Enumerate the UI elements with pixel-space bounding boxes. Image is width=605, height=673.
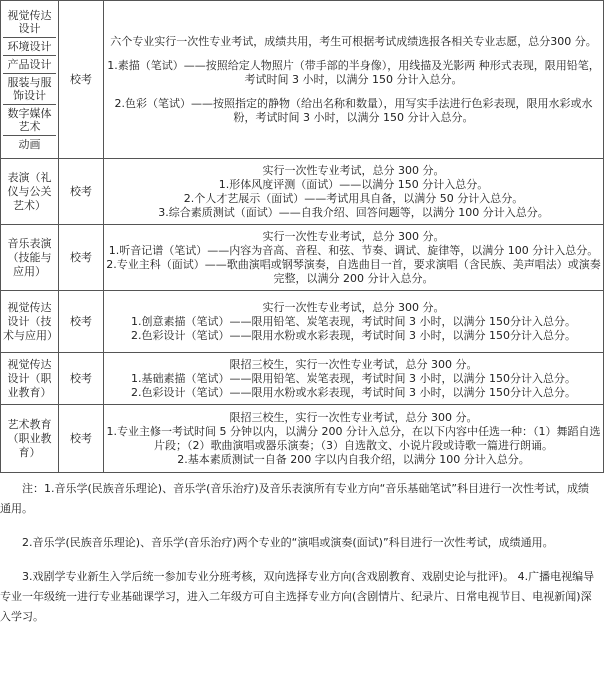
major-name: 艺术教育（职业教育） <box>1 405 59 473</box>
table-row <box>1 405 604 473</box>
exam-content <box>104 1 604 159</box>
exam-line: 2.色彩（笔试）——按照指定的静物（给出名称和数量），用写实手法进行色彩表现，限用水彩或水粉，考试时间 3 小时，以满分 150 分计入总分。 <box>114 96 593 124</box>
exam-line: 2.基本素质测试一自备 200 字以内自我介绍，以满分 100 分计入总分。 <box>177 452 530 466</box>
major-name: 服装与服饰设计 <box>3 74 56 105</box>
exam-line: 1.创意素描（笔试）——限用铅笔、炭笔表现，考试时间 3 小时，以满分 150分计入总分。 <box>131 314 576 328</box>
major-name: 环境设计 <box>3 38 56 56</box>
major-name: 视觉传达设计（技术与应用） <box>1 291 59 353</box>
exam-line: 实行一次性专业考试，总分 300 分。 <box>262 163 445 177</box>
note-paragraph: 注：1.音乐学(民族音乐理论)、音乐学(音乐治疗)及音乐表演所有专业方向“音乐基础笔试”科目进行一次性考试，成绩通用。 <box>0 482 590 515</box>
major-cell <box>1 1 59 159</box>
exam-line: 1.素描（笔试）——按照给定人物照片（带手部的半身像），用线描及光影两 种形式表现，限用铅笔，考试时间 3 小时，以满分 150 分计入总分。 <box>107 58 600 86</box>
notes-section <box>0 479 600 641</box>
major-name: 音乐表演（技能与应用） <box>1 225 59 291</box>
table-row <box>1 1 604 159</box>
exam-content <box>104 353 604 405</box>
exam-content <box>104 225 604 291</box>
exam-line: 限招三校生，实行一次性专业考试，总分 300 分。 <box>229 357 478 371</box>
note-paragraph: 3.戏剧学专业新生入学后统一参加专业分班考核，双向选择专业方向(含戏剧教育、戏剧史论与批评)。 4.广播电视编导专业一年级统一进行专业基础课学习，进入二年级方可自主选择专业方向(含剧情片、纪录片、日常电视节目、电视新闻)深入学习。 <box>0 570 595 623</box>
exam-method: 校考 <box>59 353 104 405</box>
exam-line: 2.色彩设计（笔试）——限用水粉或水彩表现，考试时间 3 小时，以满分 150分计入总分。 <box>131 328 576 342</box>
major-name: 视觉传达设计（职业教育） <box>1 353 59 405</box>
exam-line: 3.综合素质测试（面试）——自我介绍、回答问题等，以满分 100 分计入总分。 <box>158 205 549 219</box>
exam-method: 校考 <box>59 159 104 225</box>
exam-line: 实行一次性专业考试，总分 300 分。 <box>262 300 445 314</box>
exam-line: 1.专业主修一考试时间 5 分钟以内，以满分 200 分计入总分，在以下内容中任选一种：（1）舞蹈自选片段；（2）歌曲演唱或器乐演奏；（3）自选散文、小说片段或诗歌一篇进行朗诵。 <box>106 424 601 452</box>
table-row <box>1 353 604 405</box>
major-name: 视觉传达设计 <box>3 7 56 38</box>
exam-method: 校考 <box>59 291 104 353</box>
exam-line: 1.基础素描（笔试）——限用铅笔、炭笔表现，考试时间 3 小时，以满分 150分计入总分。 <box>131 371 576 385</box>
table-row <box>1 225 604 291</box>
exam-line: 2.色彩设计（笔试）——限用水粉或水彩表现，考试时间 3 小时，以满分 150分计入总分。 <box>131 385 576 399</box>
major-name: 数字媒体艺术 <box>3 105 56 136</box>
exam-content <box>104 291 604 353</box>
exam-method: 校考 <box>59 225 104 291</box>
note-paragraph: 2.音乐学(民族音乐理论)、音乐学(音乐治疗)两个专业的“演唱或演奏(面试)”科目进行一次性考试，成绩通用。 <box>22 536 554 549</box>
exam-line: 1.听音记谱（笔试）——内容为音高、音程、和弦、节奏、调试、旋律等，以满分 100 分计入总分。 2.专业主科（面试）——歌曲演唱或钢琴演奏，自选曲目一首，要求演唱（含民族、美声唱法）或演奏完整，以满分 200 分计入总分。 <box>106 243 601 285</box>
exam-line: 2.个人才艺展示（面试）——考试用具自备，以满分 50 分计入总分。 <box>183 191 524 205</box>
exam-content <box>104 159 604 225</box>
exam-content <box>104 405 604 473</box>
major-name: 动画 <box>18 137 41 151</box>
exam-method: 校考 <box>59 405 104 473</box>
exam-method: 校考 <box>59 1 104 159</box>
table-row <box>1 291 604 353</box>
exam-line: 实行一次性专业考试，总分 300 分。 <box>262 229 445 243</box>
table-row <box>1 159 604 225</box>
major-name: 表演（礼仪与公关艺术） <box>1 159 59 225</box>
exam-line: 限招三校生，实行一次性专业考试，总分 300 分。 <box>229 410 478 424</box>
exam-line: 六个专业实行一次性专业考试，成绩共用，考生可根据考试成绩选报各相关专业志愿，总分300 分。 <box>110 34 597 48</box>
major-name: 产品设计 <box>3 56 56 74</box>
exam-line: 1.形体风度评测（面试）——以满分 150 分计入总分。 <box>218 177 489 191</box>
